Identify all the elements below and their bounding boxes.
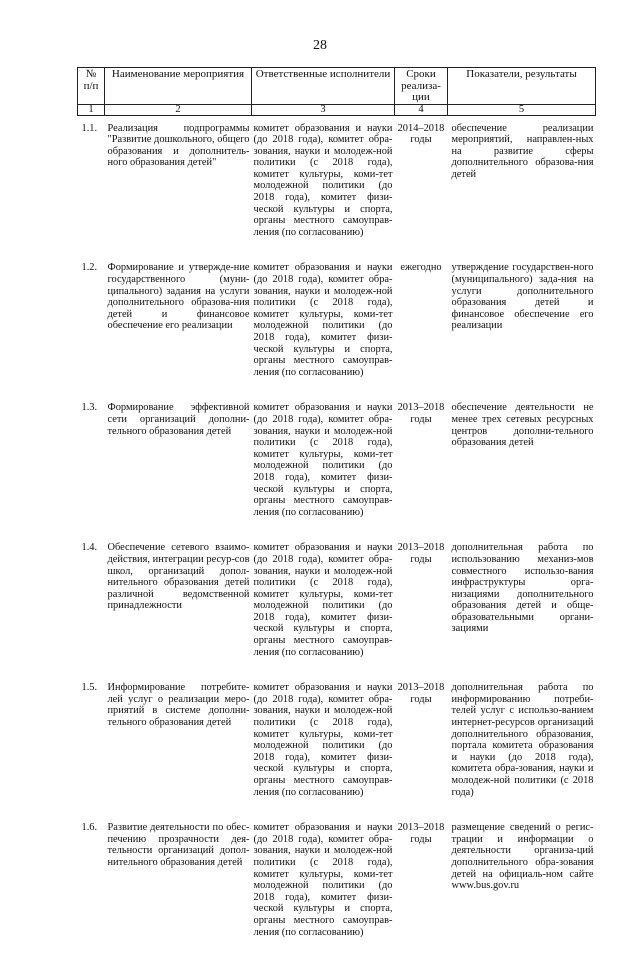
measure-name: Обеспечение сетевого взаимо-действия, интеграции ресур-сов школ, организаций допол-нительного образования детей различной ведомственной принадлежности [107, 542, 250, 612]
row-number: 1.2. [81, 262, 98, 274]
page-number: 28 [313, 38, 327, 53]
table-row [78, 402, 596, 542]
measure-name: Формирование эффективной сети организаций дополни-тельного образования детей [107, 402, 250, 437]
responsible-executors: комитет образования и науки (до 2018 года), комитет обра-зования, науки и молодеж-ной политики (с 2018 года), комитет культуры, коми-тет молодежной политики (до 2018 года), комитет физи-ческой культуры и спорта, органы местного самоуправ-ления (по согласованию) [253, 682, 393, 798]
column-number-5: 5 [448, 104, 596, 115]
result-indicators: обеспечение реализации мероприятий, направлен-ных на развитие сферы дополнительного образова-ния детей [451, 122, 594, 180]
measure-name: Формирование и утвержде-ние государственного (муни-ципального) задания на услуги дополнительного образова-ния детей и финансовое обеспечение его реализации [107, 262, 250, 332]
responsible-executors: комитет образования и науки (до 2018 года), комитет обра-зования, науки и молодеж-ной политики (с 2018 года), комитет культуры, коми-тет молодежной политики (до 2018 года), комитет физи-ческой культуры и спорта, органы местного самоуправ-ления (по согласованию) [253, 122, 393, 238]
row-number: 1.4. [81, 542, 98, 554]
row-number: 1.3. [81, 402, 98, 414]
header-results: Показатели, результаты [448, 68, 596, 105]
measures-table [77, 67, 596, 962]
column-number-2: 2 [105, 104, 252, 115]
measure-name: Развитие деятельности по обес-печению прозрачности дея-тельности организаций допол-нительного образования детей [107, 822, 250, 868]
implementation-term: 2014–2018 годы [397, 122, 445, 146]
header-measure-name: Наименование мероприятия [105, 68, 252, 105]
table-row [78, 542, 596, 682]
responsible-executors: комитет образования и науки (до 2018 года), комитет обра-зования, науки и молодеж-ной политики (с 2018 года), комитет культуры, коми-тет молодежной политики (до 2018 года), комитет физи-ческой культуры и спорта, органы местного самоуправ-ления (по согласованию) [253, 262, 393, 378]
implementation-term: 2013–2018 годы [397, 542, 445, 565]
result-indicators: дополнительная работа по информированию потреби-телей услуг с использо-ванием интернет-ресурсов организаций дополнительного образования, портала комитета образования и науки (до 2018 года), комитета обра-зования, науки и молодеж-ной политики (с 2018 года) [451, 682, 594, 798]
responsible-executors: комитет образования и науки (до 2018 года), комитет обра-зования, науки и молодеж-ной политики (с 2018 года), комитет культуры, коми-тет молодежной политики (до 2018 года), комитет физи-ческой культуры и спорта, органы местного самоуправ-ления (по согласованию) [253, 822, 393, 938]
implementation-term: ежегодно [400, 262, 442, 274]
table-row [78, 822, 596, 962]
table-row [78, 123, 596, 263]
result-indicators: обеспечение деятельности не менее трех сетевых ресурсных центров дополни-тельного образования детей [451, 402, 594, 449]
measure-name: Реализация подпрограммы "Развитие дошкольного, общего образования и дополнитель-ного образования детей" [107, 122, 250, 169]
header-term: Сроки реализа-ции [395, 68, 448, 105]
implementation-term: 2013–2018 годы [397, 402, 445, 425]
result-indicators: утверждение государствен-ного (муниципального) зада-ния на услуги дополнительного образования детей и финансовое обеспечение его реализации [451, 262, 594, 332]
row-number: 1.6. [81, 822, 98, 834]
column-number-3: 3 [252, 104, 395, 115]
result-indicators: размещение сведений о регис-трации и информации о деятельности организа-ций дополнительного обра-зования детей на официаль-ном сайте www.bus.gov.ru [451, 822, 594, 892]
measure-name: Информирование потребите-лей услуг о реализации меро-приятий в системе дополни-тельного образования детей [107, 682, 250, 729]
responsible-executors: комитет образования и науки (до 2018 года), комитет обра-зования, науки и молодеж-ной политики (с 2018 года), комитет культуры, коми-тет молодежной политики (до 2018 года), комитет физи-ческой культуры и спорта, органы местного самоуправ-ления (по согласованию) [253, 542, 393, 658]
row-number: 1.1. [81, 122, 98, 134]
header-responsible: Ответственные исполнители [252, 68, 395, 105]
responsible-executors: комитет образования и науки (до 2018 года), комитет обра-зования, науки и молодеж-ной политики (с 2018 года), комитет культуры, коми-тет молодежной политики (до 2018 года), комитет физи-ческой культуры и спорта, органы местного самоуправ-ления (по согласованию) [253, 402, 393, 518]
result-indicators: дополнительная работа по использованию механиз-мов совместного использо-вания инфраструктуры орга-низациями дополнительного образования детей и обще-образовательными органи-зациями [451, 542, 594, 635]
table-row [78, 682, 596, 822]
column-number-1: 1 [78, 104, 105, 115]
implementation-term: 2013–2018 годы [397, 682, 445, 705]
column-number-4: 4 [395, 104, 448, 115]
table-row [78, 262, 596, 402]
implementation-term: 2013–2018 годы [397, 822, 445, 845]
table-header [78, 68, 596, 116]
header-number: № п/п [78, 68, 105, 105]
row-number: 1.5. [81, 682, 98, 694]
